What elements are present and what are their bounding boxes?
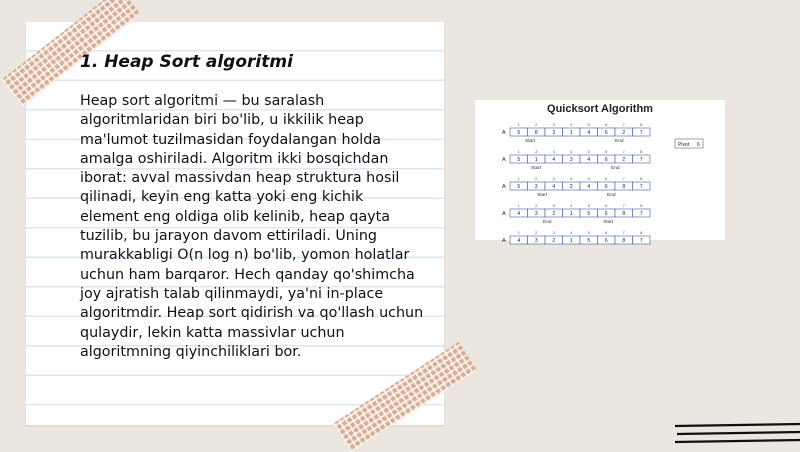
cell-value: 4 (587, 130, 591, 136)
cell-value: 3 (534, 238, 538, 244)
index-label: 3 (552, 176, 555, 181)
cell-value: 4 (587, 184, 591, 190)
marker-label: End (607, 193, 616, 198)
index-label: 8 (640, 122, 643, 127)
cell-value: 7 (639, 238, 643, 244)
marker-label: End (615, 139, 624, 144)
index-label: 5 (587, 149, 590, 154)
index-label: 4 (570, 122, 573, 127)
index-label: 1 (517, 203, 520, 208)
array-label: A (502, 157, 506, 163)
cell-value: 5 (517, 130, 521, 136)
index-label: 6 (605, 230, 608, 235)
decorative-line-3 (675, 440, 800, 442)
cell-value: 8 (622, 238, 626, 244)
marker-label: Start (537, 193, 548, 198)
index-label: 2 (535, 122, 538, 127)
decorative-line-1 (675, 424, 800, 426)
slide-title: 1. Heap Sort algoritmi (80, 52, 293, 72)
index-label: 2 (535, 149, 538, 154)
cell-value: 5 (587, 238, 591, 244)
cell-value: 5 (517, 184, 521, 190)
cell-value: 1 (569, 130, 573, 136)
index-label: 7 (622, 230, 625, 235)
index-label: 8 (640, 176, 643, 181)
marker-label: Start (525, 139, 536, 144)
index-label: 2 (535, 230, 538, 235)
marker-label: Start (531, 166, 542, 171)
cell-value: 1 (569, 211, 573, 217)
cell-value: 6 (604, 184, 608, 190)
index-label: 5 (587, 176, 590, 181)
cell-value: 4 (587, 157, 591, 163)
marker-label: End (611, 166, 620, 171)
index-label: 7 (622, 122, 625, 127)
array-label: A (502, 130, 506, 136)
cell-value: 6 (604, 238, 608, 244)
array-label: A (502, 211, 506, 217)
index-label: 7 (622, 176, 625, 181)
quicksort-diagram (475, 100, 725, 244)
index-label: 7 (622, 203, 625, 208)
cell-value: 4 (552, 157, 556, 163)
index-label: 1 (517, 176, 520, 181)
cell-value: 8 (622, 184, 626, 190)
cell-value: 7 (639, 157, 643, 163)
pivot-label: Pivot (678, 142, 690, 148)
cell-value: 1 (569, 238, 573, 244)
index-label: 1 (517, 122, 520, 127)
index-label: 3 (552, 230, 555, 235)
cell-value: 4 (517, 211, 521, 217)
cell-value: 3 (552, 130, 556, 136)
index-label: 1 (517, 149, 520, 154)
cell-value: 3 (534, 184, 538, 190)
array-label: A (502, 184, 506, 190)
decorative-lines (675, 420, 800, 448)
index-label: 3 (552, 122, 555, 127)
slide-body: Heap sort algoritmi — bu saralash algoritmlaridan biri bo'lib, u ikkilik heap ma'lumot tuzilmasidan foydalangan holda amalga oshiriladi. Algoritm ikki bosqichdan iborat: avval massivdan heap struktura hosil qilinadi, keyin eng katta yoki eng kichik element eng oldiga olib kelinib, heap qayta tuzilib, bu jarayon davom ettiriladi. Uning murakkabligi O(n log n) bo'lib, yomon holatlar uchun ham barqaror. Hech qanday qo'shimcha joy ajratish talab qilinmaydi, ya'ni in-place algoritmdir. Heap sort qidirish va qo'llash uchun qulaydir, lekin katta massivlar uchun algoritmning qiyinchiliklari bor. (80, 93, 424, 360)
cell-value: 2 (552, 238, 556, 244)
cell-value: 5 (517, 157, 521, 163)
index-label: 8 (640, 230, 643, 235)
index-label: 4 (570, 149, 573, 154)
index-label: 6 (605, 149, 608, 154)
quicksort-figure (475, 100, 725, 244)
marker-label: End (543, 220, 552, 225)
cell-value: 7 (639, 184, 643, 190)
index-label: 2 (535, 203, 538, 208)
cell-value: 3 (534, 211, 538, 217)
cell-value: 2 (569, 184, 573, 190)
figure-title: Quicksort Algorithm (547, 103, 653, 115)
index-label: 5 (587, 230, 590, 235)
index-label: 2 (535, 176, 538, 181)
cell-value: 2 (552, 211, 556, 217)
decorative-line-2 (677, 432, 800, 434)
index-label: 4 (570, 230, 573, 235)
index-label: 8 (640, 149, 643, 154)
index-label: 3 (552, 149, 555, 154)
cell-value: 5 (587, 211, 591, 217)
index-label: 1 (517, 230, 520, 235)
array-label: A (502, 238, 506, 244)
cell-value: 6 (604, 130, 608, 136)
cell-value: 2 (622, 157, 626, 163)
index-label: 7 (622, 149, 625, 154)
cell-value: 2 (622, 130, 626, 136)
pivot-value: 6 (697, 142, 700, 148)
index-label: 6 (605, 203, 608, 208)
index-label: 5 (587, 122, 590, 127)
index-label: 6 (605, 176, 608, 181)
cell-value: 6 (604, 211, 608, 217)
index-label: 4 (570, 176, 573, 181)
index-label: 8 (640, 203, 643, 208)
cell-value: 8 (622, 211, 626, 217)
cell-value: 4 (552, 184, 556, 190)
cell-value: 8 (534, 130, 538, 136)
cell-value: 6 (604, 157, 608, 163)
cell-value: 7 (639, 211, 643, 217)
cell-value: 4 (517, 238, 521, 244)
index-label: 6 (605, 122, 608, 127)
cell-value: 3 (569, 157, 573, 163)
marker-label: Start (603, 220, 614, 225)
index-label: 5 (587, 203, 590, 208)
cell-value: 1 (534, 157, 538, 163)
cell-value: 7 (639, 130, 643, 136)
index-label: 4 (570, 203, 573, 208)
index-label: 3 (552, 203, 555, 208)
